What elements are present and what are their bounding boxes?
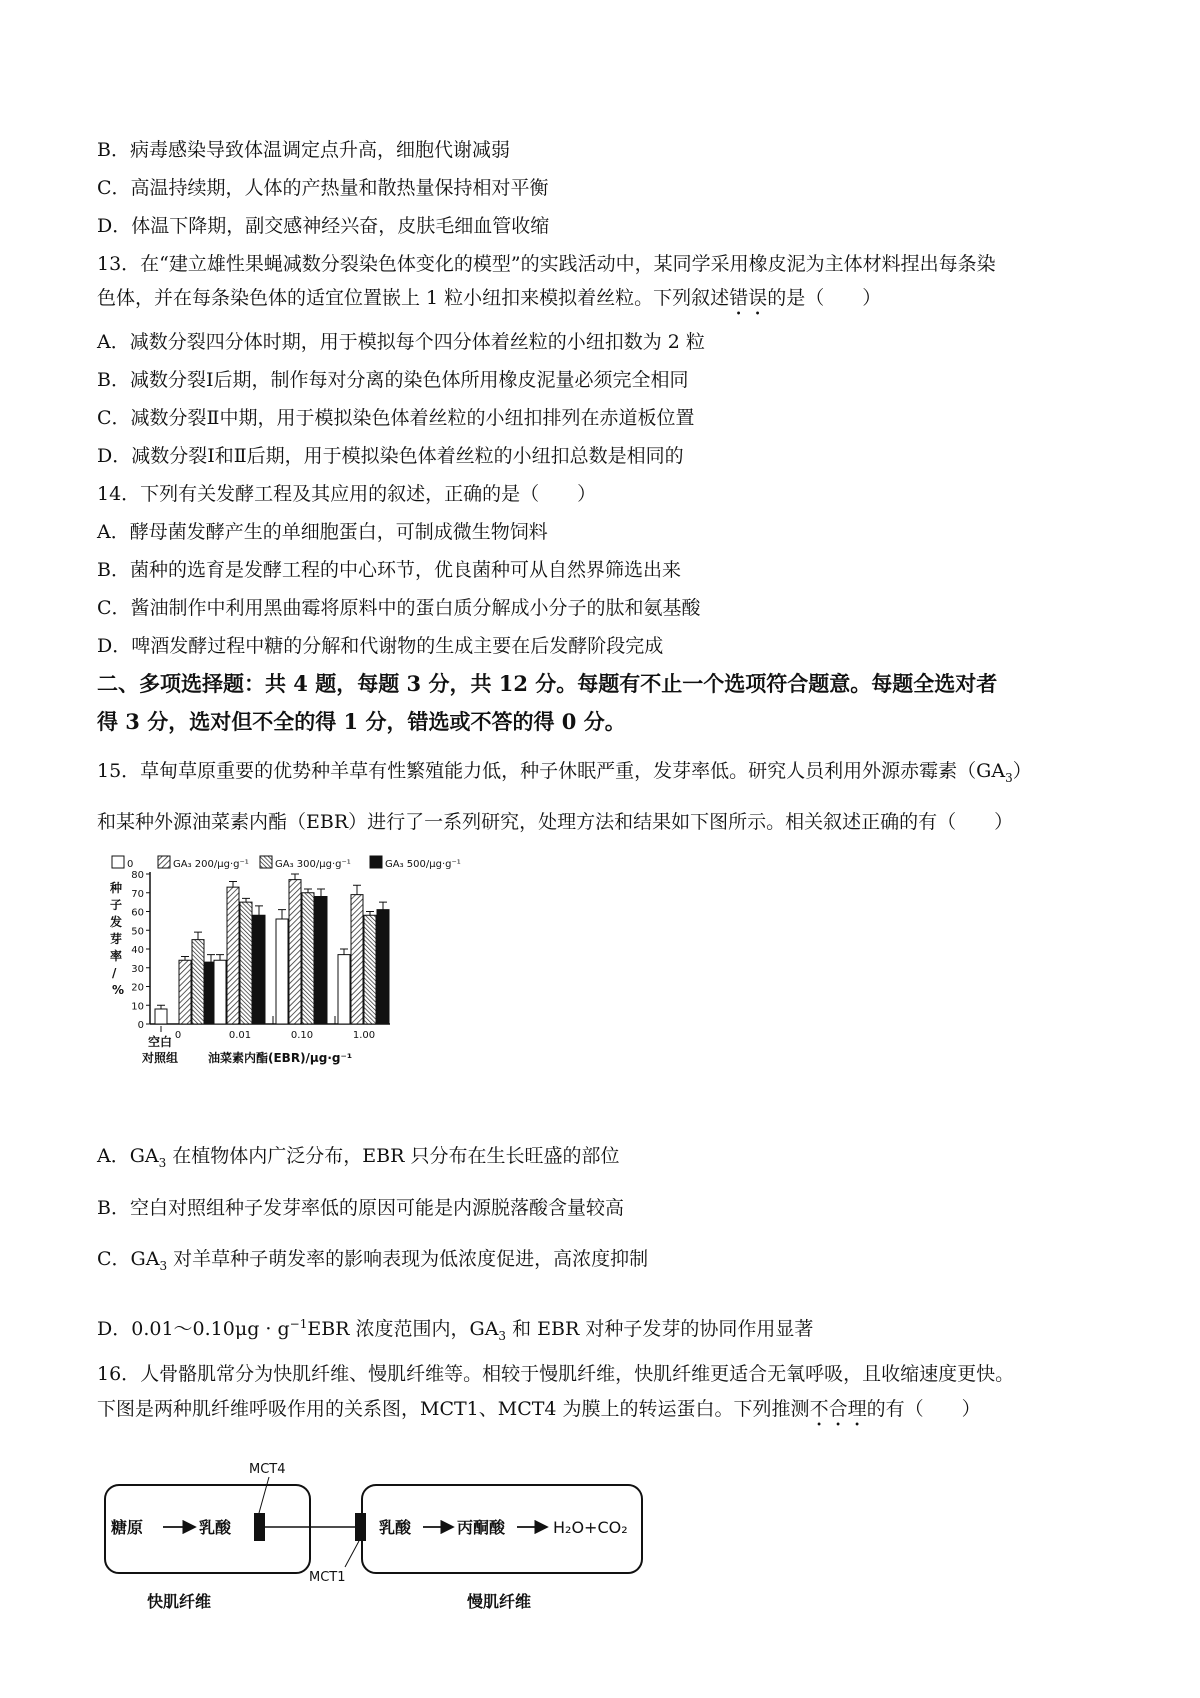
y-tick-label: 0 bbox=[137, 1020, 144, 1031]
y-tick-label: 80 bbox=[131, 870, 144, 881]
control-bar bbox=[155, 1009, 167, 1024]
q14-option-a: A．酵母菌发酵产生的单细胞蛋白，可制成微生物饲料 bbox=[97, 521, 548, 543]
q13-option-d: D．减数分裂Ⅰ和Ⅱ后期，用于模拟染色体着丝粒的小纽扣总数是相同的 bbox=[97, 445, 684, 467]
y-tick-label: 40 bbox=[131, 945, 144, 956]
muscle-fiber-diagram bbox=[97, 1435, 657, 1615]
q12-option-b: B．病毒感染导致体温调定点升高，细胞代谢减弱 bbox=[97, 139, 510, 161]
q15-d-text2: EBR 浓度范围内，GA bbox=[307, 1318, 499, 1340]
chart-bars bbox=[155, 874, 389, 1024]
y-tick-label: 60 bbox=[131, 907, 144, 919]
q13-stem-line1: 13．在“建立雄性果蝇减数分裂染色体变化的模型”的实践活动中，某同学采用橡皮泥为主体材料捏出每条染 bbox=[97, 253, 996, 275]
q15-a-text1: A．GA bbox=[97, 1145, 159, 1167]
q16-stem-text: 下图是两种肌纤维呼吸作用的关系图，MCT1、MCT4 为膜上的转运蛋白。下列推测 bbox=[97, 1398, 810, 1420]
q14-option-c: C．酱油制作中利用黑曲霉将原料中的蛋白质分解成小分子的肽和氨基酸 bbox=[97, 597, 701, 619]
q12-option-d: D．体温下降期，副交感神经兴奋，皮肤毛细血管收缩 bbox=[97, 215, 550, 237]
q15-c-text2: 对羊草种子萌发率的影响表现为低浓度促进，高浓度抑制 bbox=[167, 1248, 649, 1270]
x-tick-label: 0 bbox=[174, 1030, 182, 1041]
q15-option-b: B．空白对照组种子发芽率低的原因可能是内源脱落酸含量较高 bbox=[97, 1197, 624, 1219]
q15-a-sub: 3 bbox=[158, 1156, 167, 1170]
q13-emphasis: 错误 bbox=[729, 287, 768, 309]
q15-c-sub: 3 bbox=[159, 1259, 168, 1273]
q13-stem-end: 的是（ ） bbox=[767, 287, 882, 309]
slow-to-label: H₂O+CO₂ bbox=[553, 1518, 628, 1537]
bar-1.00-0 bbox=[338, 955, 350, 1024]
q16-stem-end: 的有（ ） bbox=[866, 1398, 981, 1420]
slow-from-label: 乳酸 bbox=[379, 1518, 412, 1537]
q13-option-b: B．减数分裂Ⅰ后期，制作每对分离的染色体所用橡皮泥量必须完全相同 bbox=[97, 369, 689, 391]
slow-mid-label: 丙酮酸 bbox=[457, 1518, 506, 1537]
legend-label: GA₃ 300/μg·g⁻¹ bbox=[275, 859, 351, 870]
q15-stem-close: ） bbox=[1012, 760, 1032, 782]
q15-d-text1: D．0.01～0.10μg · g bbox=[97, 1318, 290, 1340]
bar-0.01-1 bbox=[227, 887, 239, 1024]
y-tick-label: 30 bbox=[131, 963, 144, 975]
q13-option-a: A．减数分裂四分体时期，用于模拟每个四分体着丝粒的小纽扣数为 2 粒 bbox=[97, 331, 705, 353]
x-tick-label: 0.10 bbox=[290, 1030, 314, 1041]
x-tick-label: 0.01 bbox=[228, 1030, 252, 1041]
legend-label: 0 bbox=[127, 859, 134, 870]
q15-c-text1: C．GA bbox=[97, 1248, 160, 1270]
fast-from-label: 糖原 bbox=[111, 1518, 144, 1537]
q15-d-text3: 和 EBR 对种子发芽的协同作用显著 bbox=[506, 1318, 814, 1340]
legend-swatch bbox=[158, 856, 170, 868]
x-axis-label: 油菜素内酯(EBR)/μg·g⁻¹ bbox=[208, 1051, 353, 1065]
y-tick-label: 50 bbox=[131, 926, 144, 938]
q13-stem-line2 bbox=[97, 284, 881, 320]
bar-1.00-3 bbox=[377, 910, 389, 1024]
mct1-label: MCT1 bbox=[309, 1570, 346, 1585]
x-tick-label: 1.00 bbox=[352, 1030, 376, 1041]
control-label-2: 对照组 bbox=[142, 1051, 179, 1065]
q16-emphasis: 不合理 bbox=[809, 1398, 867, 1420]
q15-d-sub: 3 bbox=[498, 1329, 507, 1343]
q15-option-c bbox=[97, 1245, 648, 1280]
q15-stem-line2: 和某种外源油菜素内酯（EBR）进行了一系列研究，处理方法和结果如下图所示。相关叙述正确的有（ ） bbox=[97, 811, 1014, 833]
q15-a-text2: 在植物体内广泛分布，EBR 只分布在生长旺盛的部位 bbox=[166, 1145, 620, 1167]
control-label-1: 空白 bbox=[148, 1035, 173, 1049]
mct4-leader bbox=[259, 1477, 269, 1513]
q14-option-d: D．啤酒发酵过程中糖的分解和代谢物的生成主要在后发酵阶段完成 bbox=[97, 635, 664, 657]
bar-0.10-1 bbox=[289, 880, 301, 1024]
section2-line2: 得 3 分，选对但不全的得 1 分，错选或不答的得 0 分。 bbox=[97, 709, 626, 734]
bar-1.00-1 bbox=[351, 895, 363, 1024]
q15-option-d bbox=[97, 1310, 813, 1350]
y-axis-label: 种子发芽率/ % bbox=[110, 881, 125, 997]
bar-0-2 bbox=[192, 940, 204, 1024]
bar-0.10-0 bbox=[276, 919, 288, 1024]
q15-option-a bbox=[97, 1142, 619, 1177]
bar-0.01-2 bbox=[240, 902, 252, 1024]
q12-option-c: C．高温持续期，人体的产热量和散热量保持相对平衡 bbox=[97, 177, 549, 199]
q13-option-c: C．减数分裂Ⅱ中期，用于模拟染色体着丝粒的小纽扣排列在赤道板位置 bbox=[97, 407, 695, 429]
bar-0.10-2 bbox=[302, 893, 314, 1024]
q16-stem-line2 bbox=[97, 1395, 981, 1431]
legend-swatch bbox=[260, 856, 272, 868]
chart-legend bbox=[112, 856, 461, 870]
mct1-transporter bbox=[355, 1513, 366, 1541]
q15-d-sup: −1 bbox=[289, 1317, 308, 1331]
legend-swatch bbox=[112, 856, 124, 868]
y-tick-label: 20 bbox=[131, 982, 144, 994]
bar-1.00-2 bbox=[364, 915, 376, 1024]
y-tick-label: 70 bbox=[131, 888, 144, 900]
fast-to-label: 乳酸 bbox=[199, 1518, 232, 1537]
bar-0.01-3 bbox=[253, 915, 265, 1024]
q14-option-b: B．菌种的选育是发酵工程的中心环节，优良菌种可从自然界筛选出来 bbox=[97, 559, 681, 581]
legend-swatch bbox=[370, 856, 382, 868]
q15-stem-sub: 3 bbox=[1005, 771, 1013, 785]
germination-bar-chart bbox=[100, 850, 520, 1110]
mct1-leader bbox=[345, 1541, 359, 1567]
section2-line1: 二、多项选择题：共 4 题，每题 3 分，共 12 分。每题有不止一个选项符合题意。每题全选对者 bbox=[97, 671, 998, 696]
q13-stem-text: 色体，并在每条染色体的适宜位置嵌上 1 粒小纽扣来模拟着丝粒。下列叙述 bbox=[97, 287, 730, 309]
bar-0-1 bbox=[179, 960, 191, 1024]
fast-caption: 快肌纤维 bbox=[147, 1592, 212, 1611]
slow-caption: 慢肌纤维 bbox=[467, 1592, 532, 1611]
y-tick-label: 10 bbox=[131, 1001, 144, 1013]
q15-stem-text: 15．草甸草原重要的优势种羊草有性繁殖能力低，种子休眠严重，发芽率低。研究人员利用外源赤霉素（GA bbox=[97, 760, 1006, 782]
legend-label: GA₃ 500/μg·g⁻¹ bbox=[385, 859, 461, 870]
q16-stem-line1: 16．人骨骼肌常分为快肌纤维、慢肌纤维等。相较于慢肌纤维，快肌纤维更适合无氧呼吸，且收缩速度更快。 bbox=[97, 1363, 1015, 1385]
mct4-label: MCT4 bbox=[249, 1462, 286, 1477]
q15-stem-line1 bbox=[97, 757, 1032, 792]
mct4-transporter bbox=[254, 1513, 265, 1541]
legend-label: GA₃ 200/μg·g⁻¹ bbox=[173, 859, 249, 870]
bar-0.01-0 bbox=[214, 960, 226, 1024]
bar-0.10-3 bbox=[315, 897, 327, 1025]
q14-stem: 14．下列有关发酵工程及其应用的叙述，正确的是（ ） bbox=[97, 483, 597, 505]
